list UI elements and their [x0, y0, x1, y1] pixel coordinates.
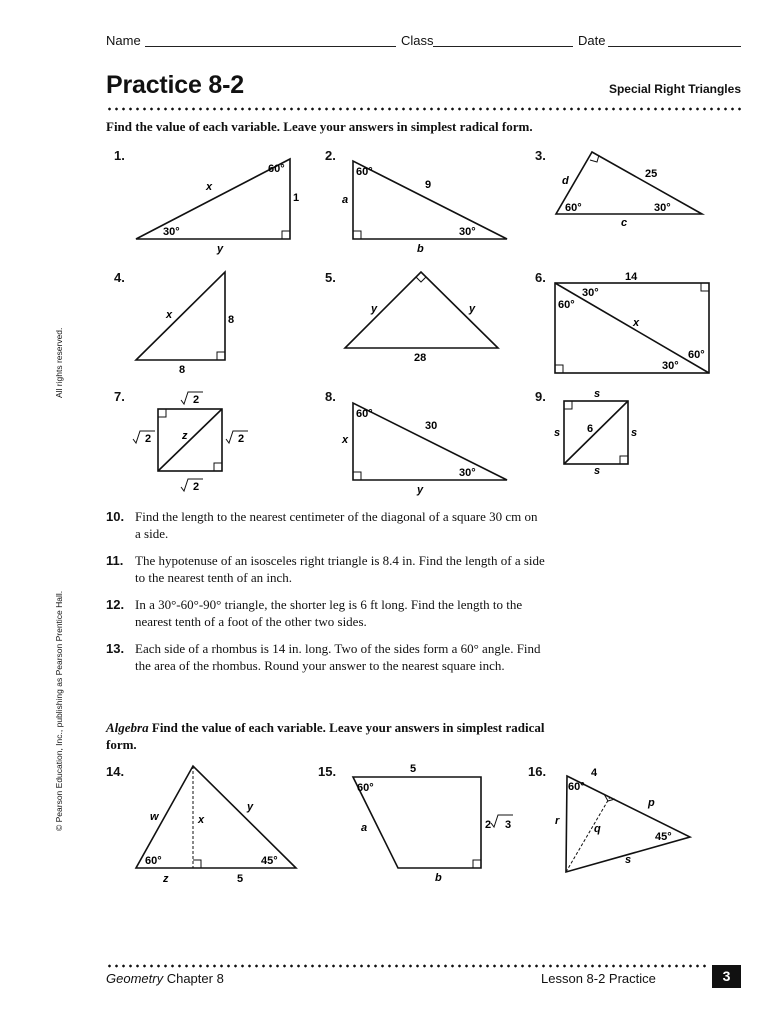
p6-angle-30-bottom: 30° — [662, 360, 679, 372]
page-title: Practice 8-2 — [106, 71, 244, 99]
p8-label-30: 30 — [425, 420, 438, 432]
p6-label-14: 14 — [625, 271, 638, 283]
p14-label-w: w — [150, 811, 159, 823]
rights-notice: All rights reserved. — [54, 327, 64, 398]
p2-angle-60: 60° — [356, 166, 373, 178]
figure-3-triangle — [556, 152, 702, 229]
p3-label-c: c — [621, 217, 628, 229]
page-number: 3 — [712, 965, 741, 988]
p16-label-s: s — [625, 854, 632, 866]
lesson-subtitle: Special Right Triangles — [608, 82, 741, 96]
p9-label-s-right: s — [631, 427, 638, 439]
p4-label-8-side: 8 — [228, 314, 235, 326]
p15-height-coef: 2 — [485, 819, 492, 831]
p16-angle-45: 45° — [655, 831, 672, 843]
figure-15-trapezoid — [353, 763, 513, 884]
p5-label-28: 28 — [414, 352, 427, 364]
p9-label-6: 6 — [587, 423, 594, 435]
problem-3-number: 3. — [535, 148, 546, 163]
date-label: Date — [578, 33, 606, 48]
p3-label-25: 25 — [645, 168, 658, 180]
footer-book-title: Geometry — [106, 971, 164, 986]
p15-label-b: b — [435, 872, 442, 884]
question-11-text: The hypotenuse of an isosceles right triangle is 8.4 in. Find the length of a side to the nearest tenth of an inch. — [135, 553, 545, 585]
algebra-instructions-text: Find the value of each variable. Leave your answers in simplest radical form. — [106, 720, 545, 752]
p8-angle-60: 60° — [356, 408, 373, 420]
figure-6-rectangle — [555, 271, 709, 373]
p1-label-1: 1 — [293, 192, 300, 204]
p9-label-s-bottom: s — [594, 465, 601, 477]
footer-book — [106, 971, 224, 986]
p7-label-top: 2 — [193, 394, 200, 406]
p5-label-y-left: y — [371, 303, 378, 315]
p14-label-y: y — [247, 801, 254, 813]
question-10-number: 10. — [106, 509, 125, 524]
class-label: Class — [401, 33, 434, 48]
p1-label-y: y — [217, 243, 224, 255]
p14-label-x: x — [198, 814, 205, 826]
footer-lesson: Lesson 8-2 Practice — [541, 971, 656, 986]
p6-angle-60-bottom: 60° — [688, 349, 705, 361]
p3-label-d: d — [562, 175, 569, 187]
figure-8-triangle — [341, 403, 507, 496]
figure-9-square — [554, 388, 637, 477]
figure-16-triangle — [555, 767, 690, 872]
instructions: Find the value of each variable. Leave your answers in simplest radical form. — [106, 119, 533, 134]
problem-1-number: 1. — [114, 148, 125, 163]
problem-7-number: 7. — [114, 389, 125, 404]
bottom-dotted-rule — [106, 964, 706, 968]
figure-7-square — [133, 392, 248, 493]
name-label: Name — [106, 33, 141, 48]
p7-label-bottom: 2 — [193, 481, 200, 493]
p8-label-y: y — [417, 484, 424, 496]
figure-4-triangle — [136, 272, 234, 376]
question-12-text: In a 30°-60°-90° triangle, the shorter leg is 6 ft long. Find the length to the nearest tenth of a foot of the other two sides. — [135, 597, 523, 629]
p2-label-a: a — [342, 194, 349, 206]
footer-chapter: Chapter 8 — [166, 971, 224, 986]
p6-angle-30-top: 30° — [582, 287, 599, 299]
p16-label-q: q — [594, 823, 601, 835]
figure-2-triangle — [342, 161, 507, 255]
p1-angle-60: 60° — [268, 163, 285, 175]
p2-label-9: 9 — [425, 179, 432, 191]
p7-label-right: 2 — [238, 433, 245, 445]
p9-label-s-top: s — [594, 388, 601, 400]
problem-8-number: 8. — [325, 389, 336, 404]
problem-4-number: 4. — [114, 270, 125, 285]
p4-label-x: x — [166, 309, 173, 321]
figure-1-triangle — [136, 159, 299, 255]
p14-label-5: 5 — [237, 873, 244, 885]
p14-label-z: z — [163, 873, 169, 885]
p3-angle-60: 60° — [565, 202, 582, 214]
p5-label-y-right: y — [469, 303, 476, 315]
question-10-text: Find the length to the nearest centimeter of the diagonal of a square 30 cm on a side. — [135, 509, 538, 541]
question-10 — [106, 508, 546, 542]
p1-angle-30: 30° — [163, 226, 180, 238]
question-11 — [106, 552, 546, 586]
p4-label-8-base: 8 — [179, 364, 186, 376]
figure-5-triangle — [345, 272, 498, 364]
question-13-text: Each side of a rhombus is 14 in. long. Two of the sides form a 60° angle. Find the area of the rhombus. Round your answer to the nearest square inch. — [135, 641, 541, 673]
p8-label-x: x — [342, 434, 349, 446]
question-13-number: 13. — [106, 641, 125, 656]
p6-angle-60-top: 60° — [558, 299, 575, 311]
p16-angle-60: 60° — [568, 781, 585, 793]
p8-angle-30: 30° — [459, 467, 476, 479]
p16-label-p: p — [648, 797, 655, 809]
problem-15-number: 15. — [318, 764, 337, 779]
problem-5-number: 5. — [325, 270, 336, 285]
p1-label-x: x — [206, 181, 213, 193]
question-12-number: 12. — [106, 597, 125, 612]
algebra-instructions — [106, 719, 546, 753]
algebra-label: Algebra — [106, 720, 149, 735]
p16-label-4: 4 — [591, 767, 598, 779]
p15-angle-60: 60° — [357, 782, 374, 794]
problem-16-number: 16. — [528, 764, 547, 779]
question-13 — [106, 640, 546, 674]
p6-label-x: x — [633, 317, 640, 329]
p15-height-rad: 3 — [505, 819, 512, 831]
problem-14-number: 14. — [106, 764, 125, 779]
problem-6-number: 6. — [535, 270, 546, 285]
p7-label-left: 2 — [145, 433, 152, 445]
p9-label-s-left: s — [554, 427, 561, 439]
problem-9-number: 9. — [535, 389, 546, 404]
question-11-number: 11. — [106, 553, 124, 568]
p7-label-z: z — [182, 430, 188, 442]
p3-angle-30: 30° — [654, 202, 671, 214]
p15-label-a: a — [361, 822, 368, 834]
question-12 — [106, 596, 546, 630]
p2-angle-30: 30° — [459, 226, 476, 238]
p15-label-5: 5 — [410, 763, 417, 775]
p16-label-r: r — [555, 815, 560, 827]
p2-label-b: b — [417, 243, 424, 255]
p14-angle-45: 45° — [261, 855, 278, 867]
copyright-notice: © Pearson Education, Inc., publishing as Pearson Prentice Hall. — [54, 590, 64, 831]
figure-14-triangle — [136, 766, 296, 885]
p14-angle-60: 60° — [145, 855, 162, 867]
problem-2-number: 2. — [325, 148, 336, 163]
